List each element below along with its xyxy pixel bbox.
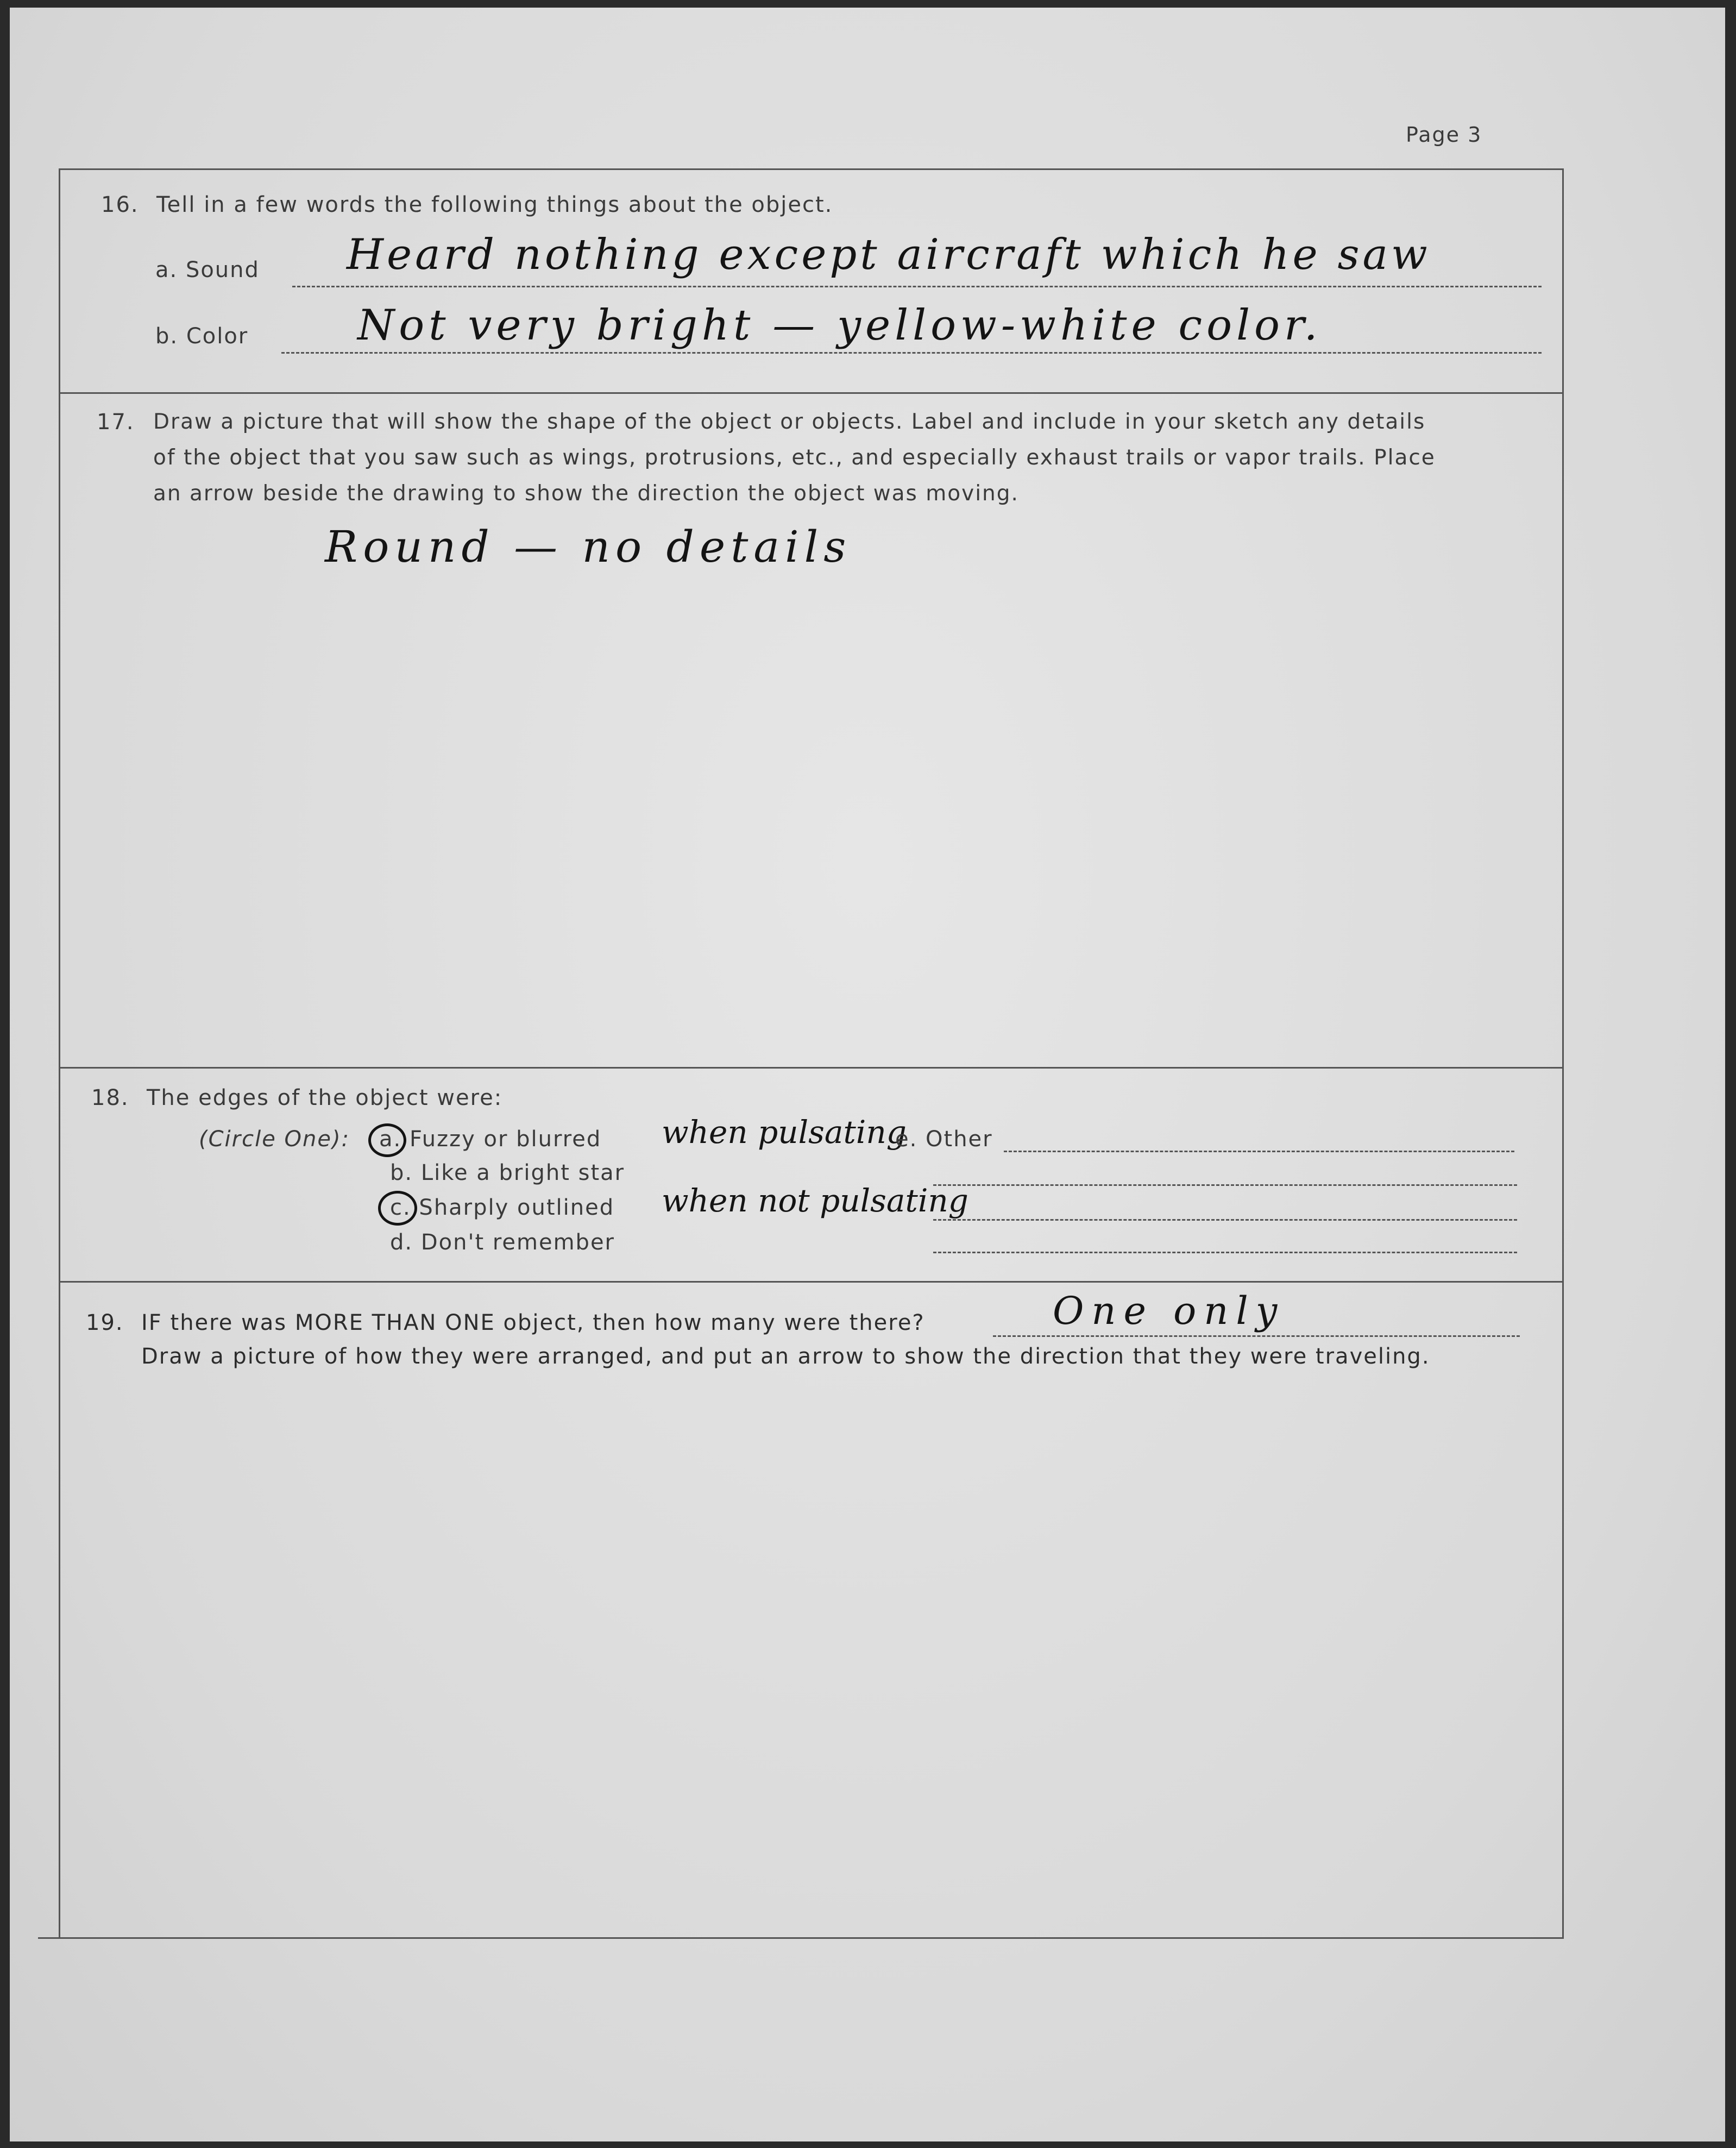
q19-answer-line [993, 1335, 1520, 1337]
q18-option-e[interactable]: e. Other [895, 1127, 993, 1152]
q16-sound-label: a. Sound [155, 257, 260, 282]
q17-prompt-line2: of the object that you saw such as wings, protrusions, etc., and especially exhaust trails or vapor trails. Place [153, 445, 1436, 470]
q18-option-d[interactable]: d. Don't remember [390, 1230, 615, 1255]
frame-right [1562, 168, 1564, 1938]
q18-prompt: The edges of the object were: [147, 1085, 503, 1110]
page-label: Page 3 [1406, 123, 1482, 147]
q18-option-a-note[interactable]: when pulsating [662, 1114, 907, 1151]
q17-prompt-line1: Draw a picture that will show the shape of the object or objects. Label and include in your sketch any details [153, 410, 1426, 434]
q19-prompt: IF there was MORE THAN ONE object, then how many were there? [141, 1310, 925, 1335]
form-page [10, 8, 1725, 2141]
q16-color-answer[interactable]: Not very bright — yellow-white color. [357, 301, 1322, 350]
q16-prompt: Tell in a few words the following things about the object. [156, 192, 833, 217]
q16-divider [59, 392, 1563, 394]
q19-answer[interactable]: One only [1053, 1289, 1285, 1333]
frame-bottom [38, 1937, 1564, 1939]
q18-option-b[interactable]: b. Like a bright star [390, 1160, 625, 1185]
q17-answer[interactable]: Round — no details [325, 522, 852, 572]
q18-option-c[interactable]: c. Sharply outlined [390, 1195, 615, 1220]
q18-option-a[interactable]: a. Fuzzy or blurred [379, 1127, 602, 1152]
q18-other-line2 [933, 1184, 1517, 1186]
q16-color-label: b. Color [155, 324, 249, 349]
q18-other-line1 [1004, 1151, 1514, 1152]
q16-sound-line [292, 286, 1542, 287]
q16-sound-answer[interactable]: Heard nothing except aircraft which he saw [347, 230, 1431, 279]
q18-other-line3 [933, 1219, 1517, 1221]
q17-prompt-line3: an arrow beside the drawing to show the direction the object was moving. [153, 481, 1019, 506]
frame-top [59, 168, 1563, 170]
q18-option-c-note[interactable]: when not pulsating [662, 1182, 968, 1219]
q16-number: 16. [101, 192, 139, 217]
q19-prompt-line2: Draw a picture of how they were arranged, and put an arrow to show the direction that they were traveling. [141, 1344, 1430, 1369]
q16-color-line [281, 352, 1542, 354]
q18-other-line4 [933, 1252, 1517, 1253]
q18-circle-one: (Circle One): [199, 1127, 350, 1152]
q18-divider [59, 1281, 1563, 1283]
q19-number: 19. [86, 1310, 124, 1335]
q17-divider [59, 1067, 1563, 1069]
frame-left [59, 168, 60, 1938]
q17-number: 17. [97, 410, 135, 435]
q18-number: 18. [91, 1085, 129, 1110]
